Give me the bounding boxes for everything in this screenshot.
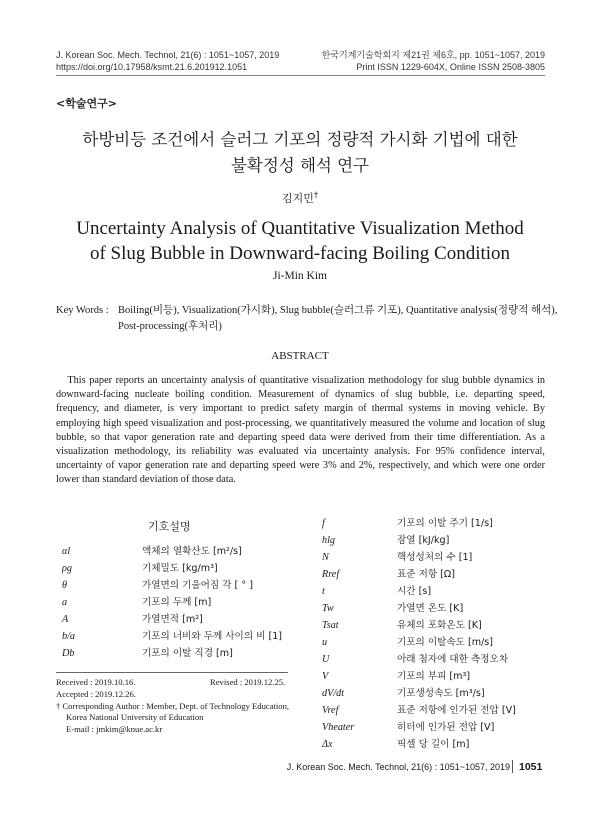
abstract-body: This paper reports an uncertainty analysis of quantitative visualization methodology for slug bubble dynamics in downward-facing nucleate boiling condition. Measurement of dynamics of slug bubble, i.e. departing speed, frequency, and diameter, is very important to predict safety margin of thermal systems in moving vehicle. By employing high speed visualization and post-processing, we quantitatively measured the volume and location of slug bubble, so that vapor generation rate and departing speed data were derived from their time differentiation. As a visualization methodology, its reliability was evaluated via uncertainty analysis. For 95% confidence interval, uncertainty of vapor generation rate and departing speed were 3% and 2%, respectively, and which were one order lower than standard deviation of those data. xyxy=(56,375,545,486)
nomenclature-symbol: b/a xyxy=(62,631,76,642)
nomenclature-row xyxy=(322,583,552,600)
nomenclature-description: 유체의 포화온도 [K] xyxy=(397,620,482,631)
nomenclature-symbol: t xyxy=(322,586,325,597)
nomenclature-description: 핵성성처의 수 [1] xyxy=(397,552,473,563)
title-english-line2: of Slug Bubble in Downward-facing Boiling Condition xyxy=(89,243,511,264)
footnote-rule xyxy=(56,672,288,673)
nomenclature-symbol: Vheater xyxy=(322,722,355,733)
nomenclature-description: 액체의 열확산도 [m²/s] xyxy=(142,546,242,557)
nomenclature-symbol: Tw xyxy=(322,603,334,614)
nomenclature-symbol: N xyxy=(322,552,329,563)
corresponding-author-line1: † Corresponding Author : Member, Dept. of Technology Education, xyxy=(56,701,290,711)
nomenclature-description: 기포의 부피 [m³] xyxy=(397,671,471,682)
nomenclature-symbol: V xyxy=(322,671,329,682)
nomenclature-symbol: dV/dt xyxy=(322,688,345,699)
author-english: Ji-Min Kim xyxy=(273,270,327,282)
nomenclature-symbol: U xyxy=(322,654,330,665)
nomenclature-row xyxy=(322,702,552,719)
nomenclature-row xyxy=(322,617,552,634)
nomenclature-description: 기포의 이탈속도 [m/s] xyxy=(397,637,494,648)
nomenclature-description: 기포의 이탈 직경 [m] xyxy=(142,648,233,659)
nomenclature-symbol: θ xyxy=(62,580,68,591)
page-number: 1051 xyxy=(519,761,543,773)
corresponding-author-line2: Korea National University of Education xyxy=(66,712,204,722)
journal-citation-header: J. Korean Soc. Mech. Technol, 21(6) : 1051~1057, 2019 xyxy=(56,50,280,60)
nomenclature-description: 기포의 너비와 두께 사이의 비 [1] xyxy=(142,631,283,642)
doi-link[interactable]: https://doi.org/10.17958/ksmt.21.6.201912.1051 xyxy=(56,62,248,72)
title-korean-line2: 불확정성 해석 연구 xyxy=(230,156,369,175)
nomenclature-row xyxy=(322,668,552,685)
keywords-label: Key Words : xyxy=(56,305,109,316)
nomenclature-row xyxy=(322,651,552,668)
nomenclature-row xyxy=(322,719,552,736)
keywords-line2: Post-processing(후처리) xyxy=(118,321,222,332)
nomenclature-row xyxy=(322,600,552,617)
nomenclature-description: 픽셀 당 길이 [m] xyxy=(397,739,470,750)
nomenclature-row xyxy=(322,736,552,753)
nomenclature-row xyxy=(322,566,552,583)
nomenclature-row xyxy=(62,577,302,594)
nomenclature-row xyxy=(322,532,552,549)
keywords-line1: Boiling(비등), Visualization(가시화), Slug bubble(슬러그류 기포), Quantitative analysis(정량적 해석), xyxy=(118,305,558,316)
abstract-heading: ABSTRACT xyxy=(271,350,329,362)
nomenclature-description: 표준 저항 [Ω] xyxy=(397,569,455,580)
nomenclature-row xyxy=(62,543,302,560)
nomenclature-symbol: hlg xyxy=(322,535,336,546)
nomenclature-list-right xyxy=(322,515,552,753)
author-korean xyxy=(0,190,600,206)
nomenclature-description: 잠열 [kJ/kg] xyxy=(397,535,450,546)
nomenclature-description: 기포의 이탈 주기 [1/s] xyxy=(397,518,493,529)
nomenclature-description: 가열면의 기울어짐 각 [ ° ] xyxy=(142,580,253,591)
nomenclature-row xyxy=(322,549,552,566)
issn-info: Print ISSN 1229-604X, Online ISSN 2508-3805 xyxy=(356,62,545,72)
nomenclature-symbol: f xyxy=(322,518,325,529)
journal-citation-korean: 한국기계기술학회지 제21권 제6호, pp. 1051~1057, 2019 xyxy=(321,50,545,60)
nomenclature-description: 가열면적 [m²] xyxy=(142,614,203,625)
nomenclature-symbol: A xyxy=(62,614,69,625)
nomenclature-row xyxy=(322,515,552,532)
accepted-date: Accepted : 2019.12.26. xyxy=(56,689,136,699)
nomenclature-symbol: Tsat xyxy=(322,620,339,631)
title-korean-line1: 하방비등 조건에서 슬러그 기포의 정량적 가시화 기법에 대한 xyxy=(82,130,518,149)
nomenclature-symbol: Vref xyxy=(322,705,339,716)
nomenclature-description: 기포생성속도 [m³/s] xyxy=(397,688,485,699)
nomenclature-symbol: u xyxy=(322,637,328,648)
nomenclature-symbol: a xyxy=(62,597,68,608)
nomenclature-symbol: Δx xyxy=(322,739,333,750)
nomenclature-row xyxy=(322,685,552,702)
nomenclature-row xyxy=(62,628,302,645)
author-korean-name: 김지민 xyxy=(282,192,314,205)
footer-divider xyxy=(512,760,513,773)
nomenclature-description: 가열면 온도 [K] xyxy=(397,603,464,614)
nomenclature-row xyxy=(62,611,302,628)
nomenclature-heading: 기호설명 xyxy=(148,520,191,533)
nomenclature-list-left xyxy=(62,543,302,662)
title-english-line1: Uncertainty Analysis of Quantitative Visualization Method xyxy=(76,218,524,239)
nomenclature-row xyxy=(62,594,302,611)
nomenclature-description: 시간 [s] xyxy=(397,586,432,597)
nomenclature-symbol: ρg xyxy=(62,563,72,574)
nomenclature-row xyxy=(322,634,552,651)
nomenclature-description: 표준 저항에 인가된 전압 [V] xyxy=(397,705,516,716)
nomenclature-description: 기포의 두께 [m] xyxy=(142,597,212,608)
corresponding-author-mark: † xyxy=(313,190,318,200)
nomenclature-symbol: αl xyxy=(62,546,71,557)
nomenclature-description: 아래 첨자에 대한 측정오차 xyxy=(397,654,509,665)
nomenclature-row xyxy=(62,560,302,577)
nomenclature-description: 기체밀도 [kg/m³] xyxy=(142,563,218,574)
nomenclature-row xyxy=(62,645,302,662)
nomenclature-description: 히터에 인가된 전압 [V] xyxy=(397,722,495,733)
footer-citation: J. Korean Soc. Mech. Technol, 21(6) : 1051~1057, 2019 xyxy=(286,762,510,772)
email-address[interactable]: E-mail : jmkim@knue.ac.kr xyxy=(66,724,163,734)
header-rule xyxy=(56,75,545,76)
revised-date: Revised : 2019.12.25. xyxy=(210,677,286,687)
nomenclature-symbol: Rref xyxy=(322,569,340,580)
nomenclature-symbol: Db xyxy=(62,648,75,659)
section-tag: <학술연구> xyxy=(56,97,117,110)
received-date: Received : 2019.10.16. xyxy=(56,677,136,687)
